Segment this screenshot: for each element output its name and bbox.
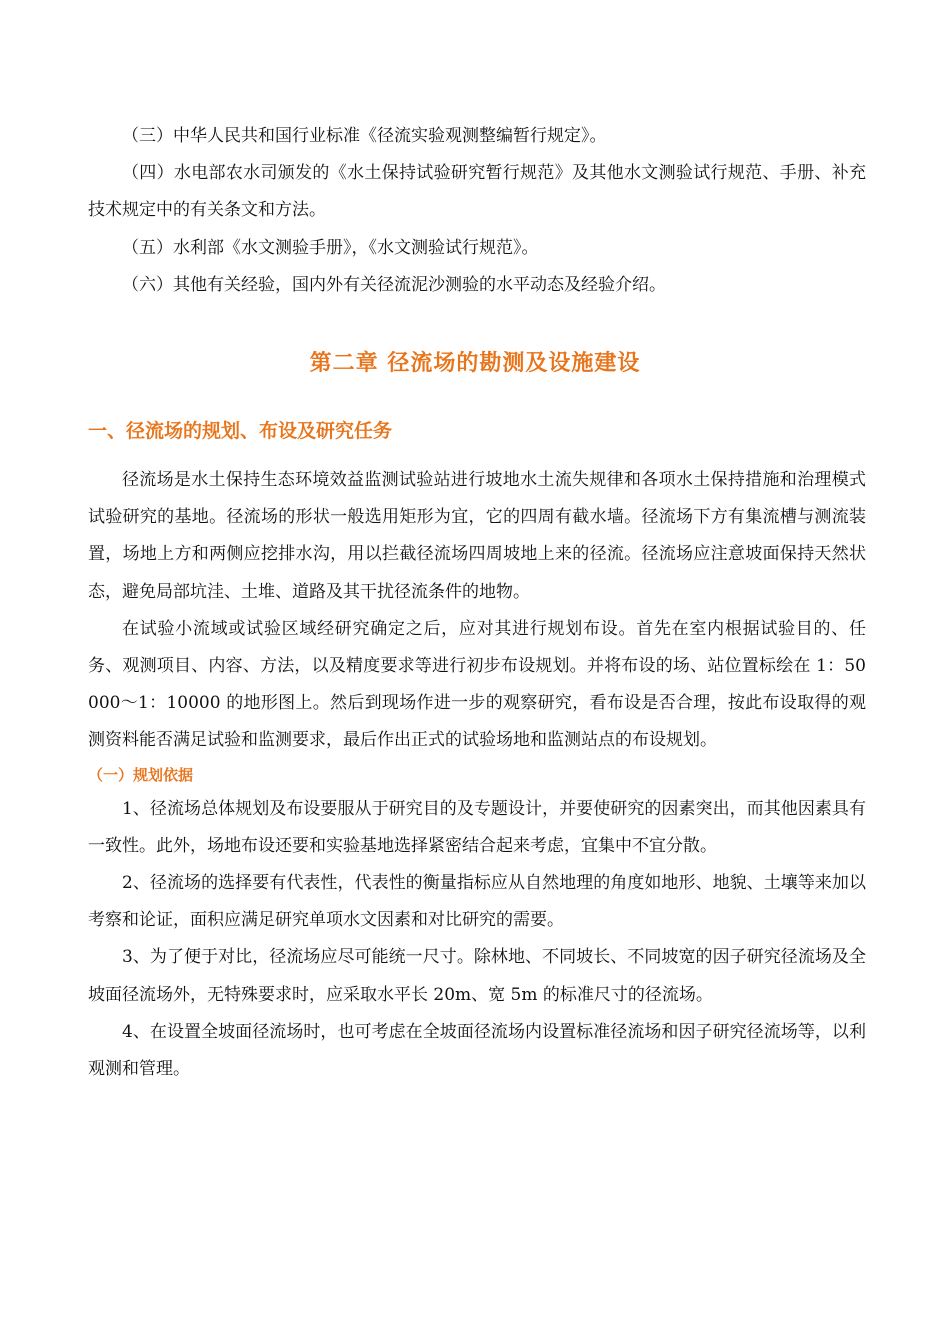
chapter-title: 第二章 径流场的勘测及设施建设 — [309, 351, 641, 376]
section-paragraph: 径流场是水土保持生态环境效益监测试验站进行坡地水土流失规律和各项水土保持措施和治理模式试验研究的基地。径流场的形状一般选用矩形为宜，它的四周有截水墙。径流场下方有集流槽与测流装置，场地上方和两侧应挖排水沟，用以拦截径流场四周坡地上来的径流。径流场应注意坡面保持天然状态，避免局部坑洼、土堆、道路及其干扰径流条件的地物。 — [88, 470, 866, 602]
subsection-paragraph: 3、为了便于对比，径流场应尽可能统一尺寸。除林地、不同坡长、不同坡宽的因子研究径流场及全坡面径流场外，无特殊要求时，应采取水平长 20m、宽 5m 的标准尺寸的径流场。 — [88, 947, 866, 1005]
intro-paragraph-3: （三）中华人民共和国行业标准《径流实验观测整编暂行规定》。 — [122, 126, 607, 146]
intro-paragraph-5: （五）水利部《水文测验手册》，《水文测验试行规范》。 — [122, 237, 539, 258]
section-paragraph: 在试验小流域或试验区域经研究确定之后，应对其进行规划布设。首先在室内根据试验目的、任务、观测项目、内容、方法，以及精度要求等进行初步布设规划。并将布设的场、站位置标绘在 1：50000～1：10000 的地形图上。然后到现场作进一步的观察研究，看布设是否合理，按此布设取得的观测资料能否满足试验和监测要求，最后作出正式的试验场地和监测站点的布设规划。 — [88, 618, 866, 751]
intro-paragraph-4: （四）水电部农水司颁发的《水土保持试验研究暂行规范》及其他水文测验试行规范、手册、补充技术规定中的有关条文和方法。 — [88, 163, 866, 221]
subsection-title: （一）规划依据 — [88, 765, 194, 784]
subsection-paragraph: 2、径流场的选择要有代表性，代表性的衡量指标应从自然地理的角度如地形、地貌、土壤等来加以考察和论证，面积应满足研究单项水文因素和对比研究的需要。 — [88, 873, 866, 931]
subsection-paragraph: 4、在设置全坡面径流场时，也可考虑在全坡面径流场内设置标准径流场和因子研究径流场等，以利观测和管理。 — [88, 1021, 866, 1080]
subsection-paragraph: 1、径流场总体规划及布设要服从于研究目的及专题设计，并要使研究的因素突出，而其他因素具有一致性。此外，场地布设还要和实验基地选择紧密结合起来考虑，宜集中不宜分散。 — [88, 798, 866, 856]
section-body — [88, 462, 866, 1088]
intro-paragraph-6: （六）其他有关经验，国内外有关径流泥沙测验的水平动态及经验介绍。 — [122, 274, 666, 295]
section-title: 一、径流场的规划、布设及研究任务 — [88, 420, 393, 442]
intro-block — [88, 118, 866, 304]
